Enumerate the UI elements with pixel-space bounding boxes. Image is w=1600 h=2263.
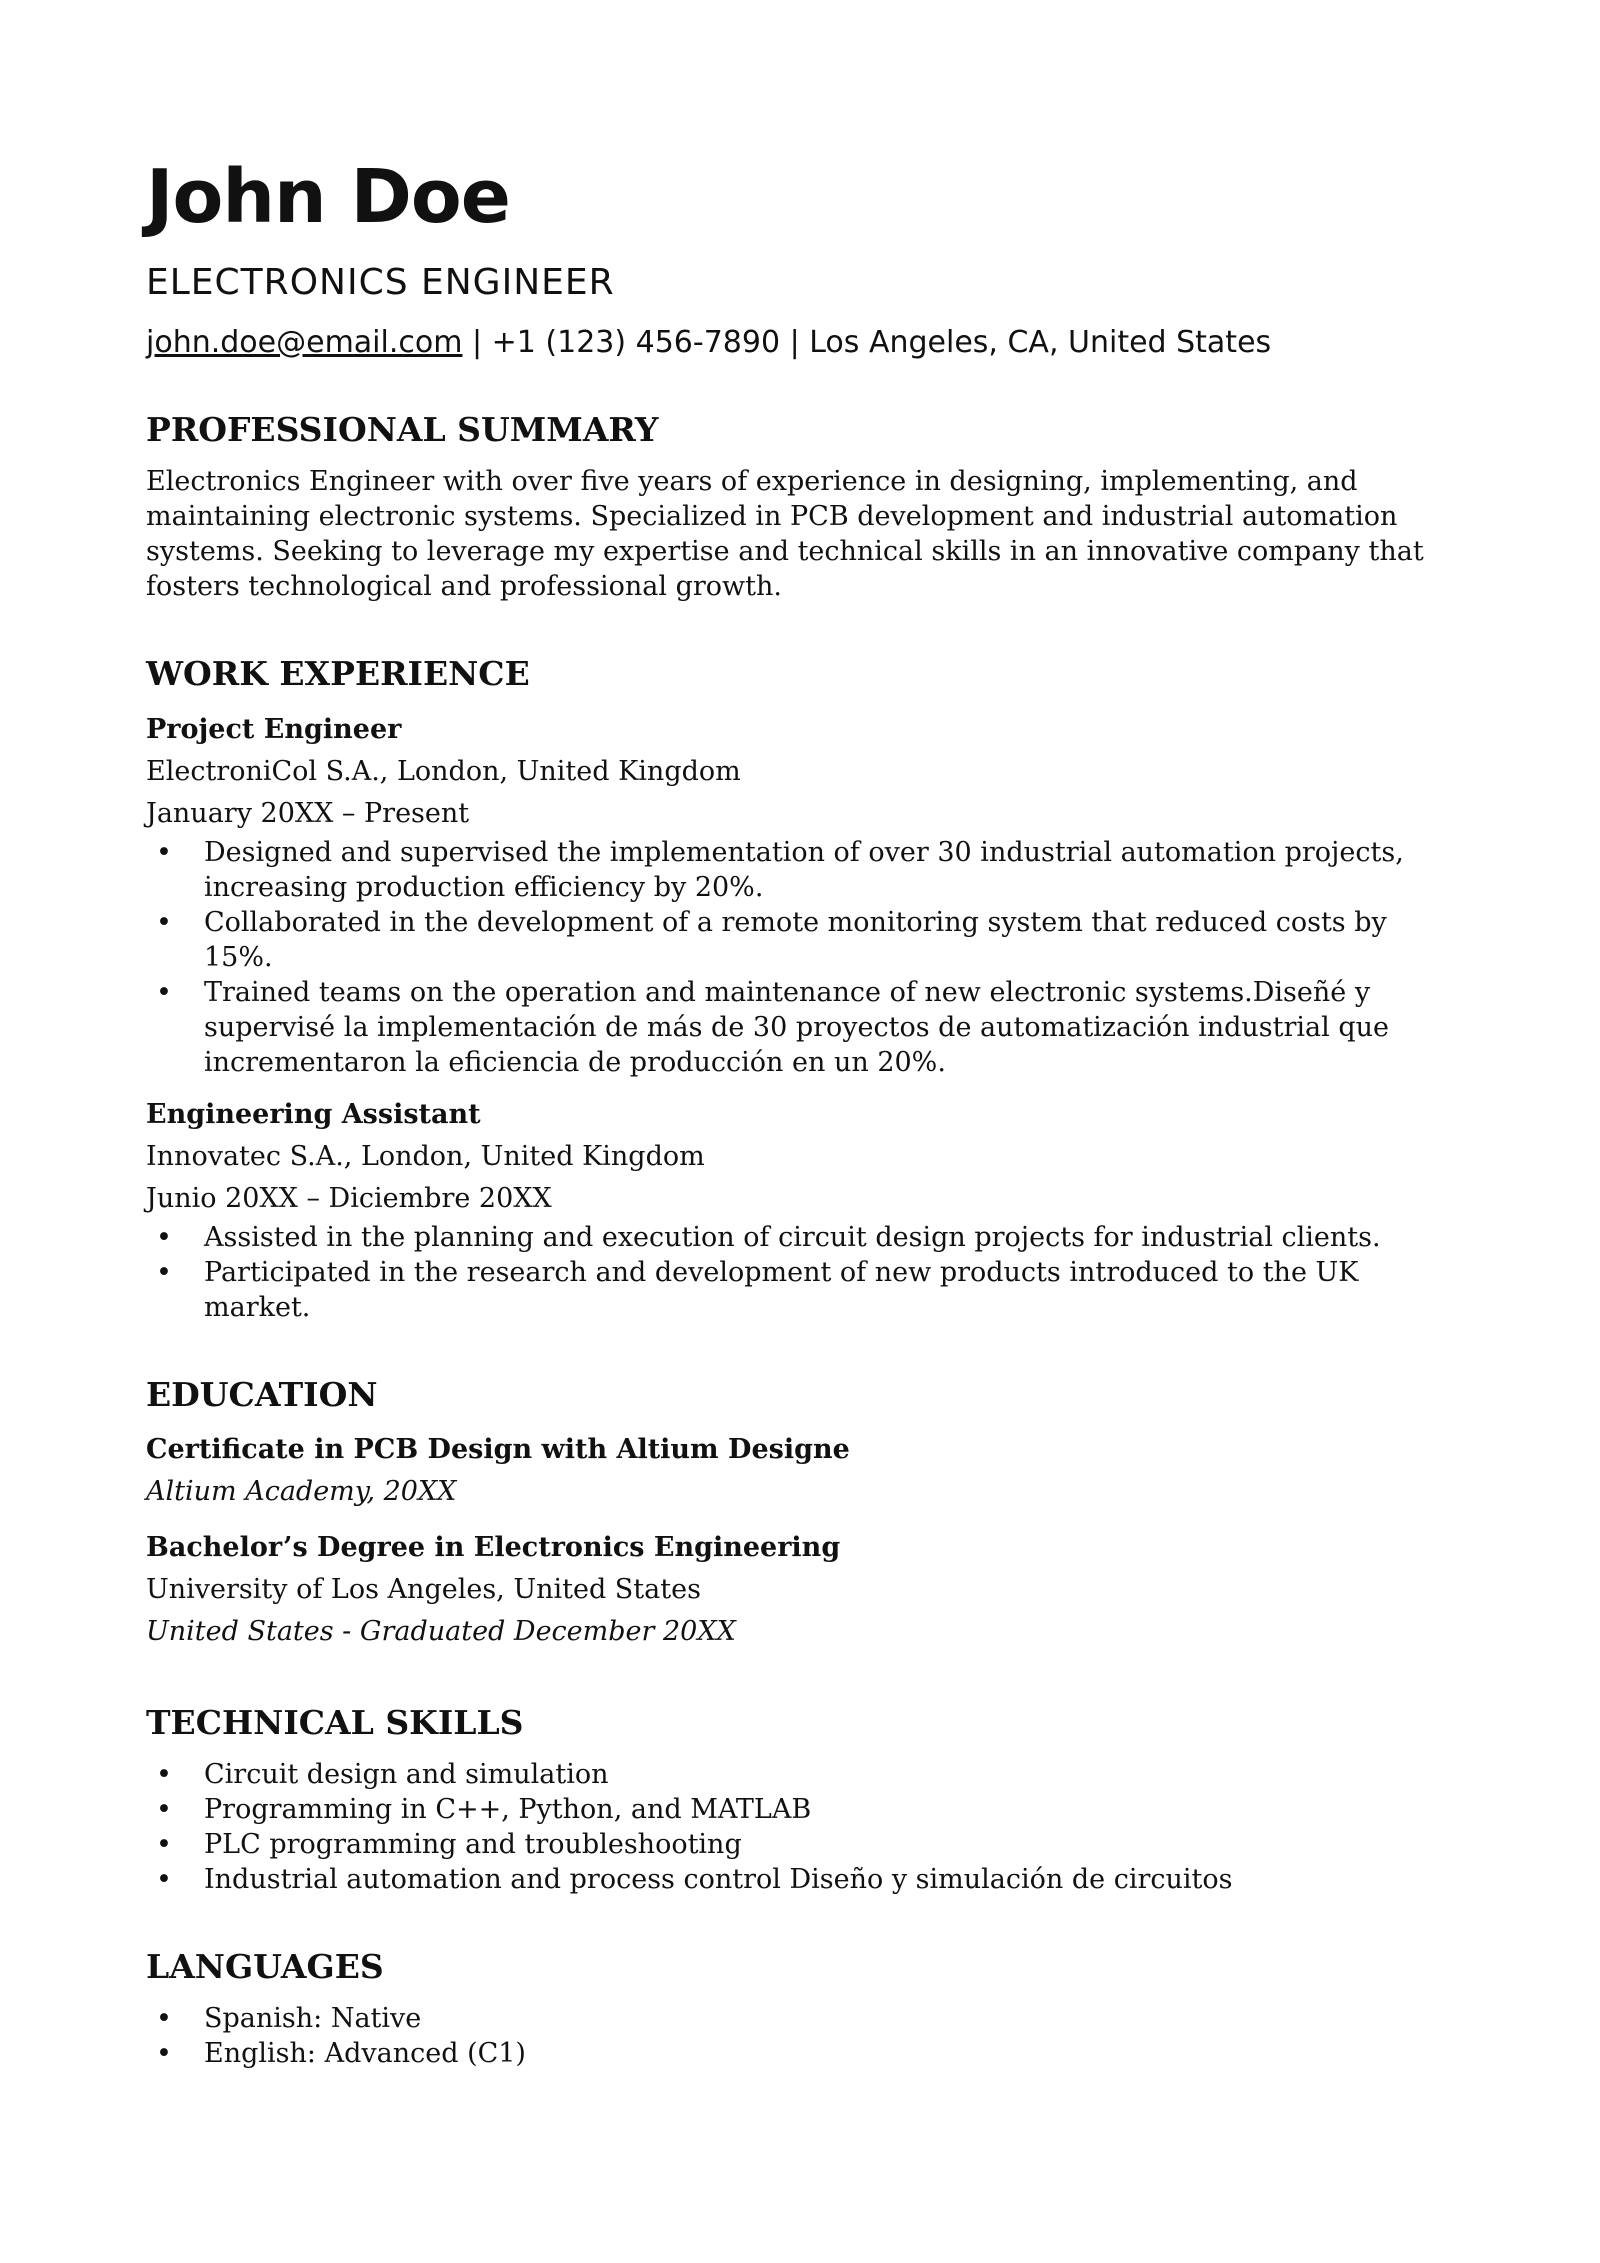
job-dates: January 20XX – Present: [146, 797, 470, 829]
bullet-icon: •: [156, 1256, 172, 1288]
education-entry: [146, 1527, 1456, 1653]
contact-line: [146, 325, 1456, 360]
skills-list: [146, 1757, 1456, 1897]
email-link[interactable]: john.doe@email.com: [146, 325, 463, 360]
skills-section: [146, 1702, 1456, 1897]
section-title-summary: PROFESSIONAL SUMMARY: [146, 410, 659, 449]
location: Los Angeles, CA, United States: [809, 325, 1272, 360]
job-position: Project Engineer: [146, 713, 402, 745]
candidate-name: John Doe: [146, 154, 510, 240]
job-position: Engineering Assistant: [146, 1098, 481, 1130]
resume-page: [146, 154, 1456, 2123]
list-item-text: Collaborated in the development of a remote monitoring system that reduced costs by 15%.: [204, 906, 1387, 973]
bullet-icon: •: [156, 1864, 172, 1896]
bullet-icon: •: [156, 976, 172, 1008]
list-item-text: Spanish: Native: [204, 2003, 422, 2035]
section-title-skills: TECHNICAL SKILLS: [146, 1702, 524, 1742]
contact-separator: |: [462, 325, 492, 360]
summary-text: Electronics Engineer with over five years of experience in designing, implementing, and maintaining electronic systems. Specialized in PCB development and industrial automation systems. Seeking to leverage my expertise and technical skills in an innovative company that fosters technological and professional growth.: [146, 466, 1424, 603]
bullet-icon: •: [156, 2003, 172, 2035]
job-company: ElectroniCol S.A., London, United Kingdom: [146, 755, 741, 787]
languages-section: [146, 1949, 1456, 2071]
list-item-text: Programming in C++, Python, and MATLAB: [204, 1794, 812, 1826]
bullet-icon: •: [156, 906, 172, 938]
bullet-icon: •: [156, 1221, 172, 1253]
list-item: [146, 2036, 1456, 2071]
education-degree: Certificate in PCB Design with Altium Designe: [146, 1433, 850, 1465]
list-item: [146, 1862, 1456, 1897]
list-item-text: Circuit design and simulation: [204, 1759, 609, 1791]
education-detail: United States - Graduated December 20XX: [146, 1615, 736, 1647]
list-item: [146, 1220, 1456, 1255]
list-item-text: Assisted in the planning and execution of circuit design projects for industrial clients.: [204, 1221, 1381, 1253]
section-title-languages: LANGUAGES: [146, 1947, 384, 1987]
section-title-experience: WORK EXPERIENCE: [146, 654, 530, 694]
list-item-text: Designed and supervised the implementation of over 30 industrial automation projects, increasing production efficiency by 20%.: [204, 836, 1404, 903]
candidate-role: ELECTRONICS ENGINEER: [146, 262, 615, 303]
job-entry: [146, 709, 1456, 1080]
list-item: [146, 1757, 1456, 1792]
job-entry: [146, 1094, 1456, 1325]
languages-list: [146, 2001, 1456, 2071]
education-section: [146, 1374, 1456, 1653]
list-item: [146, 1255, 1456, 1325]
education-detail: Altium Academy, 20XX: [146, 1475, 457, 1507]
list-item-text: Participated in the research and development of new products introduced to the UK market.: [204, 1256, 1359, 1323]
list-item-text: PLC programming and troubleshooting: [204, 1829, 742, 1861]
bullet-icon: •: [156, 836, 172, 868]
education-entry: [146, 1429, 1456, 1513]
list-item-text: Industrial automation and process control Diseño y simulación de circuitos: [204, 1864, 1233, 1896]
job-dates: Junio 20XX – Diciembre 20XX: [146, 1182, 552, 1214]
contact-separator: |: [780, 325, 810, 360]
bullet-icon: •: [156, 2038, 172, 2070]
bullet-icon: •: [156, 1794, 172, 1826]
education-institution: University of Los Angeles, United States: [146, 1573, 701, 1605]
list-item: [146, 835, 1456, 905]
education-degree: Bachelor’s Degree in Electronics Engineering: [146, 1531, 841, 1563]
job-company: Innovatec S.A., London, United Kingdom: [146, 1140, 705, 1172]
experience-section: [146, 656, 1456, 1324]
list-item: [146, 1827, 1456, 1862]
job-bullets: [146, 835, 1456, 1080]
list-item: [146, 2001, 1456, 2036]
list-item-text: Trained teams on the operation and maintenance of new electronic systems.Diseñé y supervisé la implementación de más de 30 proyectos de automatización industrial que incrementaron la eficiencia de producción en un 20%.: [204, 976, 1390, 1078]
list-item: [146, 1792, 1456, 1827]
summary-section: [146, 412, 1456, 604]
phone-number: +1 (123) 456-7890: [491, 325, 781, 360]
section-title-education: EDUCATION: [146, 1374, 378, 1414]
list-item: [146, 905, 1456, 975]
bullet-icon: •: [156, 1759, 172, 1791]
bullet-icon: •: [156, 1829, 172, 1861]
list-item: [146, 975, 1456, 1080]
list-item-text: English: Advanced (C1): [204, 2038, 526, 2070]
job-bullets: [146, 1220, 1456, 1325]
